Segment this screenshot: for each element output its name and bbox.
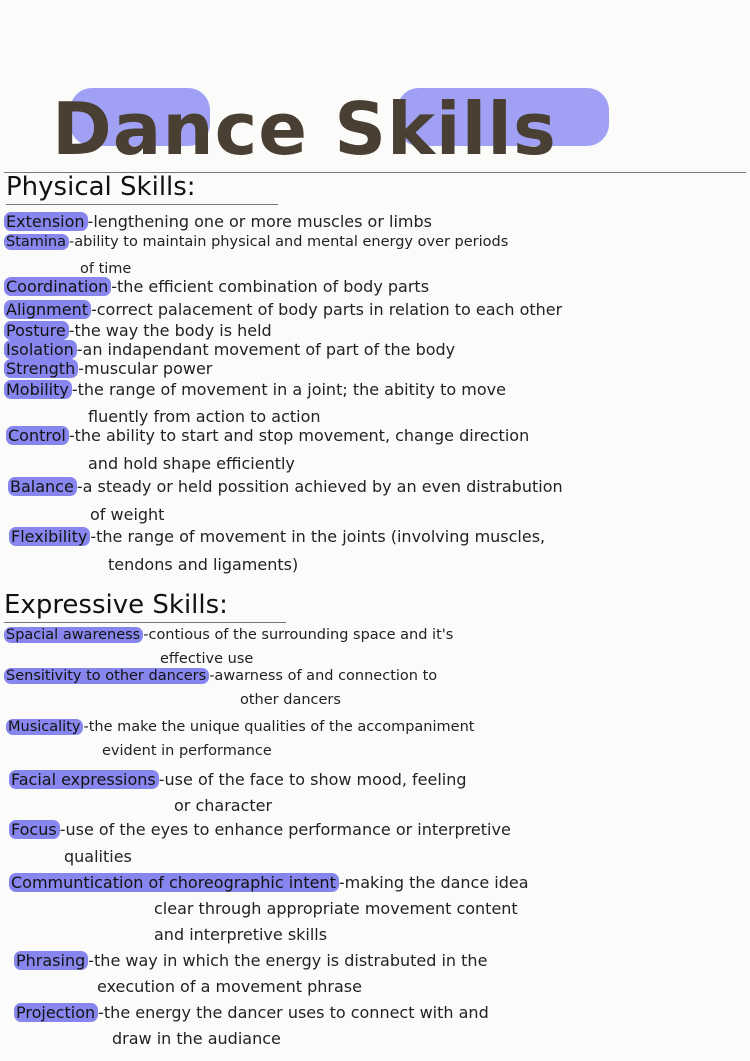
skill-sensitivity bbox=[6, 666, 437, 686]
term-highlight: Communtication of choreographic intent bbox=[9, 873, 339, 892]
definition: -lengthening one or more muscles or limbs bbox=[87, 212, 432, 231]
term-highlight: Posture bbox=[4, 321, 69, 340]
page-title: Dance Skills bbox=[52, 87, 557, 171]
continuation-line: evident in performance bbox=[102, 743, 272, 759]
continuation-line: qualities bbox=[64, 847, 132, 866]
skill-phrasing bbox=[16, 951, 487, 971]
definition: -an indapendant movement of part of the body bbox=[76, 340, 456, 359]
expressive-heading-underline bbox=[4, 622, 286, 623]
definition: -the way the body is held bbox=[68, 321, 272, 340]
skill-communication bbox=[11, 873, 529, 893]
term-highlight: Sensitivity to other dancers bbox=[4, 668, 209, 684]
skill-focus bbox=[11, 820, 511, 840]
term-highlight: Musicality bbox=[6, 719, 83, 735]
continuation-line: fluently from action to action bbox=[88, 407, 321, 426]
skill-spacial-awareness bbox=[6, 625, 453, 645]
continuation-line: execution of a movement phrase bbox=[97, 977, 362, 996]
physical-heading-underline bbox=[6, 204, 278, 205]
continuation-line: of weight bbox=[90, 505, 165, 524]
skill-projection bbox=[16, 1003, 489, 1023]
term-highlight: Flexibility bbox=[9, 527, 90, 546]
continuation-line: and hold shape efficiently bbox=[88, 454, 295, 473]
definition: -the energy the dancer uses to connect with and bbox=[98, 1003, 489, 1022]
definition: -the range of movement in the joints (involving muscles, bbox=[90, 527, 546, 546]
continuation-line: effective use bbox=[160, 651, 254, 667]
skill-stamina bbox=[6, 232, 508, 252]
definition: -the way in which the energy is distrabuted in the bbox=[88, 951, 488, 970]
title-block bbox=[52, 84, 557, 180]
skill-posture bbox=[6, 321, 272, 341]
term-highlight: Alignment bbox=[4, 300, 91, 319]
continuation-line: other dancers bbox=[240, 692, 341, 708]
skill-musicality bbox=[8, 717, 474, 737]
physical-skills-heading: Physical Skills: bbox=[6, 172, 196, 202]
continuation-line: and interpretive skills bbox=[154, 925, 328, 944]
skill-flexibility bbox=[11, 527, 545, 547]
continuation-line: draw in the audiance bbox=[112, 1029, 281, 1048]
term-highlight: Spacial awareness bbox=[4, 627, 143, 643]
skill-strength bbox=[6, 359, 212, 379]
term-highlight: Control bbox=[6, 426, 69, 445]
term-highlight: Phrasing bbox=[14, 951, 88, 970]
term-highlight: Facial expressions bbox=[9, 770, 159, 789]
skill-extension bbox=[6, 212, 432, 232]
expressive-skills-heading: Expressive Skills: bbox=[4, 590, 228, 620]
continuation-line: tendons and ligaments) bbox=[108, 555, 299, 574]
term-highlight: Mobility bbox=[4, 380, 72, 399]
definition: -making the dance idea bbox=[338, 873, 529, 892]
definition: -use of the eyes to enhance performance or interpretive bbox=[59, 820, 511, 839]
skill-coordination bbox=[6, 277, 429, 297]
term-highlight: Balance bbox=[8, 477, 77, 496]
definition: -the efficient combination of body parts bbox=[111, 277, 430, 296]
skill-facial-expressions bbox=[11, 770, 467, 790]
continuation-line: or character bbox=[174, 796, 273, 815]
continuation-line: clear through appropriate movement content bbox=[154, 899, 518, 918]
skill-mobility bbox=[6, 380, 506, 400]
definition: -use of the face to show mood, feeling bbox=[158, 770, 467, 789]
term-highlight: Stamina bbox=[4, 234, 69, 250]
definition: -a steady or held possition achieved by an even distrabution bbox=[76, 477, 563, 496]
skill-balance bbox=[10, 477, 563, 497]
definition: -the range of movement in a joint; the abitity to move bbox=[71, 380, 506, 399]
definition: -ability to maintain physical and mental energy over periods bbox=[69, 234, 509, 250]
definition: -muscular power bbox=[78, 359, 213, 378]
term-highlight: Isolation bbox=[4, 340, 77, 359]
term-highlight: Focus bbox=[9, 820, 60, 839]
definition: -awarness of and connection to bbox=[209, 668, 438, 684]
skill-control bbox=[8, 426, 529, 446]
definition: -correct palacement of body parts in relation to each other bbox=[90, 300, 563, 319]
term-highlight: Extension bbox=[4, 212, 88, 231]
continuation-line: of time bbox=[80, 261, 132, 277]
definition: -the make the unique qualities of the accompaniment bbox=[83, 719, 475, 735]
term-highlight: Coordination bbox=[4, 277, 111, 296]
skill-isolation bbox=[6, 340, 455, 360]
definition: -contious of the surrounding space and it's bbox=[143, 627, 454, 643]
skill-alignment bbox=[6, 300, 562, 320]
term-highlight: Projection bbox=[14, 1003, 98, 1022]
definition: -the ability to start and stop movement, change direction bbox=[68, 426, 530, 445]
term-highlight: Strength bbox=[4, 359, 78, 378]
